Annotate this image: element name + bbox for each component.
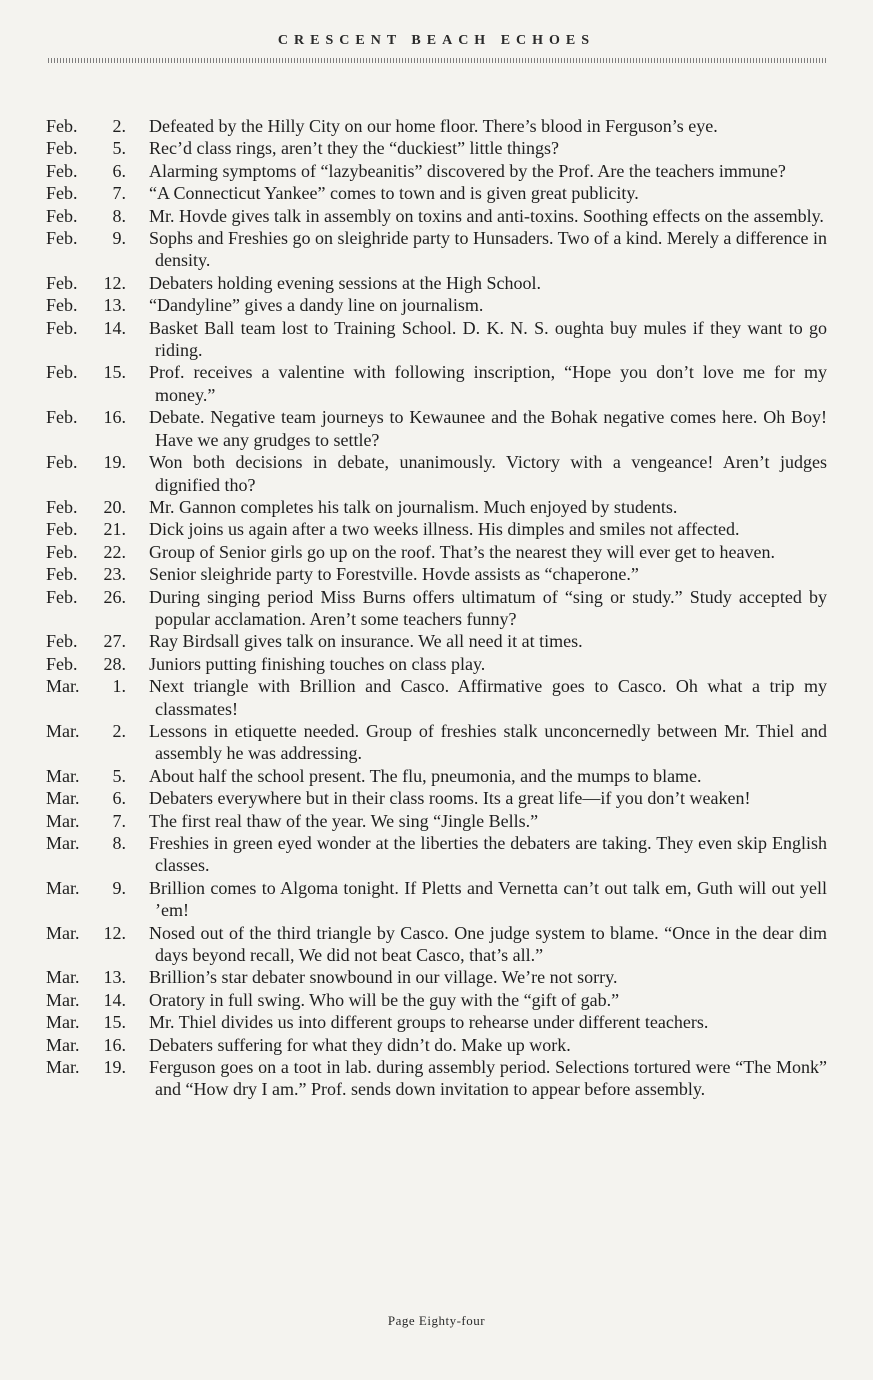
calendar-entry xyxy=(46,496,827,518)
calendar-entry xyxy=(46,720,827,765)
entry-month: Feb. xyxy=(46,541,78,562)
entry-month: Mar. xyxy=(46,810,80,831)
calendar-entry xyxy=(46,586,827,631)
entry-month: Feb. xyxy=(46,631,78,652)
entry-month: Feb. xyxy=(46,183,78,204)
calendar-entry xyxy=(46,451,827,496)
entry-day: 14. xyxy=(103,989,126,1010)
calendar-entry xyxy=(46,966,827,988)
entry-text: During singing period Miss Burns offers ultimatum of “sing or study.” Study accepted by popular acclamation. Aren’t some teachers funny? xyxy=(149,586,827,629)
calendar-entry xyxy=(46,787,827,809)
entry-month: Feb. xyxy=(46,317,78,338)
entry-day: 15. xyxy=(103,1012,126,1033)
entry-text: Rec’d class rings, aren’t they the “duckiest” little things? xyxy=(149,138,560,159)
calendar-entry xyxy=(46,160,827,182)
calendar-entry xyxy=(46,1034,827,1056)
entry-text: Ferguson goes on a toot in lab. during assembly period. Selections tortured were “The Monk” and “How dry I am.” Prof. sends down invitation to appear before assembly. xyxy=(149,1057,827,1100)
calendar-entry xyxy=(46,115,827,137)
entry-month: Mar. xyxy=(46,720,80,741)
entry-month: Feb. xyxy=(46,295,78,316)
entry-text: Lessons in etiquette needed. Group of freshies stalk unconcernedly between Mr. Thiel and assembly he was addressing. xyxy=(149,720,827,764)
page-number: Page Eighty-four xyxy=(387,1313,486,1328)
entry-text: About half the school present. The flu, pneumonia, and the mumps to blame. xyxy=(149,765,702,786)
entry-text: Ray Birdsall gives talk on insurance. We all need it at times. xyxy=(149,631,583,652)
entry-day: 16. xyxy=(103,1034,126,1055)
entry-month: Feb. xyxy=(46,228,78,249)
entry-month: Feb. xyxy=(46,205,78,226)
entry-day: 19. xyxy=(103,1057,126,1078)
entry-day: 6. xyxy=(112,788,126,809)
entry-month: Mar. xyxy=(46,676,80,697)
entry-month: Mar. xyxy=(46,922,80,943)
calendar-entry xyxy=(46,518,827,540)
entry-month: Mar. xyxy=(46,833,80,853)
entry-month: Feb. xyxy=(46,362,78,383)
entry-text: Prof. receives a valentine with following inscription, “Hope you don’t love me for my money.” xyxy=(149,362,827,405)
entry-text: Nosed out of the third triangle by Casco. One judge system to blame. “Once in the dear dim days beyond recall, We did not beat Casco, that’s all.” xyxy=(149,922,827,966)
calendar-entry xyxy=(46,922,827,967)
entry-month: Feb. xyxy=(46,116,78,136)
entry-day: 22. xyxy=(103,541,126,562)
entry-day: 2. xyxy=(112,720,126,741)
entry-month: Feb. xyxy=(46,564,78,585)
entry-month: Mar. xyxy=(46,788,80,809)
calendar-entry xyxy=(46,1011,827,1033)
calendar-entry xyxy=(46,1056,827,1101)
entry-day: 9. xyxy=(112,228,126,249)
calendar-entry xyxy=(46,765,827,787)
entry-text: Debaters everywhere but in their class rooms. Its a great life—if you don’t weaken! xyxy=(149,788,751,809)
entry-text: Alarming symptoms of “lazybeanitis” discovered by the Prof. Are the teachers immune? xyxy=(149,160,786,181)
entry-day: 2. xyxy=(112,116,126,136)
entry-text: Debaters suffering for what they didn’t do. Make up work. xyxy=(149,1034,571,1055)
entry-day: 1. xyxy=(112,676,126,697)
calendar-entry xyxy=(46,406,827,451)
entry-day: 7. xyxy=(112,183,126,204)
entry-day: 9. xyxy=(112,877,126,898)
entry-text: Sophs and Freshies go on sleighride party to Hunsaders. Two of a kind. Merely a difference in density. xyxy=(149,228,827,271)
entry-text: Won both decisions in debate, unanimously. Victory with a vengeance! Aren’t judges dignified tho? xyxy=(149,452,827,495)
entry-text: Mr. Gannon completes his talk on journalism. Much enjoyed by students. xyxy=(149,496,678,517)
entry-text: Basket Ball team lost to Training School. D. K. N. S. oughta buy mules if they want to go riding. xyxy=(149,317,827,361)
entry-day: 21. xyxy=(103,519,126,540)
entry-day: 19. xyxy=(103,452,126,473)
entry-day: 27. xyxy=(103,631,126,652)
calendar-entry xyxy=(46,630,827,652)
entry-day: 8. xyxy=(112,833,126,853)
entry-day: 12. xyxy=(103,922,126,943)
entry-text: Oratory in full swing. Who will be the guy with the “gift of gab.” xyxy=(149,989,620,1010)
calendar-entry xyxy=(46,137,827,159)
entry-text: Mr. Thiel divides us into different groups to rehearse under different teachers. xyxy=(149,1012,709,1033)
entry-month: Mar. xyxy=(46,1012,80,1033)
calendar-entry xyxy=(46,541,827,563)
calendar-entry xyxy=(46,832,827,877)
entry-text: Brillion comes to Algoma tonight. If Pletts and Vernetta can’t out talk em, Guth will out yell ’em! xyxy=(149,877,827,921)
calendar-entry xyxy=(46,317,827,362)
calendar-entry xyxy=(46,675,827,720)
entry-month: Feb. xyxy=(46,496,78,517)
entry-text: The first real thaw of the year. We sing “Jingle Bells.” xyxy=(149,810,539,831)
calendar-entry xyxy=(46,989,827,1011)
entry-text: Senior sleighride party to Forestville. Hovde assists as “chaperone.” xyxy=(149,564,639,585)
entry-day: 12. xyxy=(103,272,126,293)
entry-month: Feb. xyxy=(46,138,78,159)
entry-month: Mar. xyxy=(46,967,80,988)
entry-day: 7. xyxy=(112,810,126,831)
entry-text: “Dandyline” gives a dandy line on journalism. xyxy=(149,295,484,316)
entry-month: Mar. xyxy=(46,765,80,786)
entry-month: Feb. xyxy=(46,160,78,181)
entry-month: Feb. xyxy=(46,586,78,607)
calendar-entry xyxy=(46,810,827,832)
entry-text: Defeated by the Hilly City on our home floor. There’s blood in Ferguson’s eye. xyxy=(149,116,718,136)
entry-day: 5. xyxy=(112,138,126,159)
entry-day: 8. xyxy=(112,205,126,226)
calendar-entry xyxy=(46,877,827,922)
entry-day: 28. xyxy=(103,653,126,674)
entry-text: Mr. Hovde gives talk in assembly on toxins and anti-toxins. Soothing effects on the assembly. xyxy=(149,205,824,226)
entry-day: 13. xyxy=(103,295,126,316)
entry-month: Mar. xyxy=(46,877,80,898)
header-rule xyxy=(48,58,827,63)
calendar-entry xyxy=(46,205,827,227)
entry-month: Mar. xyxy=(46,989,80,1010)
calendar-entries xyxy=(46,115,827,1101)
entry-day: 15. xyxy=(103,362,126,383)
entry-day: 5. xyxy=(112,765,126,786)
entry-month: Feb. xyxy=(46,407,78,428)
entry-month: Feb. xyxy=(46,452,78,473)
entry-month: Feb. xyxy=(46,653,78,674)
entry-text: Brillion’s star debater snowbound in our village. We’re not sorry. xyxy=(149,967,618,988)
entry-day: 6. xyxy=(112,160,126,181)
entry-text: Next triangle with Brillion and Casco. Affirmative goes to Casco. Oh what a trip my classmates! xyxy=(149,676,827,719)
page-header: CRESCENT BEACH ECHOES xyxy=(277,33,596,48)
entry-day: 23. xyxy=(103,564,126,585)
calendar-entry xyxy=(46,653,827,675)
entry-month: Mar. xyxy=(46,1034,80,1055)
entry-month: Feb. xyxy=(46,519,78,540)
calendar-entry xyxy=(46,182,827,204)
entry-day: 20. xyxy=(103,496,126,517)
calendar-entry xyxy=(46,294,827,316)
entry-day: 14. xyxy=(103,317,126,338)
entry-text: Debaters holding evening sessions at the High School. xyxy=(149,272,541,293)
entry-text: Juniors putting finishing touches on class play. xyxy=(149,653,486,674)
entry-month: Feb. xyxy=(46,272,78,293)
entry-month: Mar. xyxy=(46,1057,80,1078)
entry-day: 13. xyxy=(103,967,126,988)
entry-text: Freshies in green eyed wonder at the liberties the debaters are taking. They even skip English classes. xyxy=(149,833,827,876)
entry-day: 16. xyxy=(103,407,126,428)
entry-text: Group of Senior girls go up on the roof. That’s the nearest they will ever get to heaven. xyxy=(149,541,776,562)
calendar-entry xyxy=(46,563,827,585)
entry-text: Debate. Negative team journeys to Kewaunee and the Bohak negative comes here. Oh Boy! Have we any grudges to settle? xyxy=(149,407,827,450)
entry-text: Dick joins us again after a two weeks illness. His dimples and smiles not affected. xyxy=(149,519,740,540)
calendar-entry xyxy=(46,227,827,272)
entry-text: “A Connecticut Yankee” comes to town and is given great publicity. xyxy=(149,183,639,204)
calendar-entry xyxy=(46,272,827,294)
calendar-entry xyxy=(46,361,827,406)
entry-day: 26. xyxy=(103,586,126,607)
